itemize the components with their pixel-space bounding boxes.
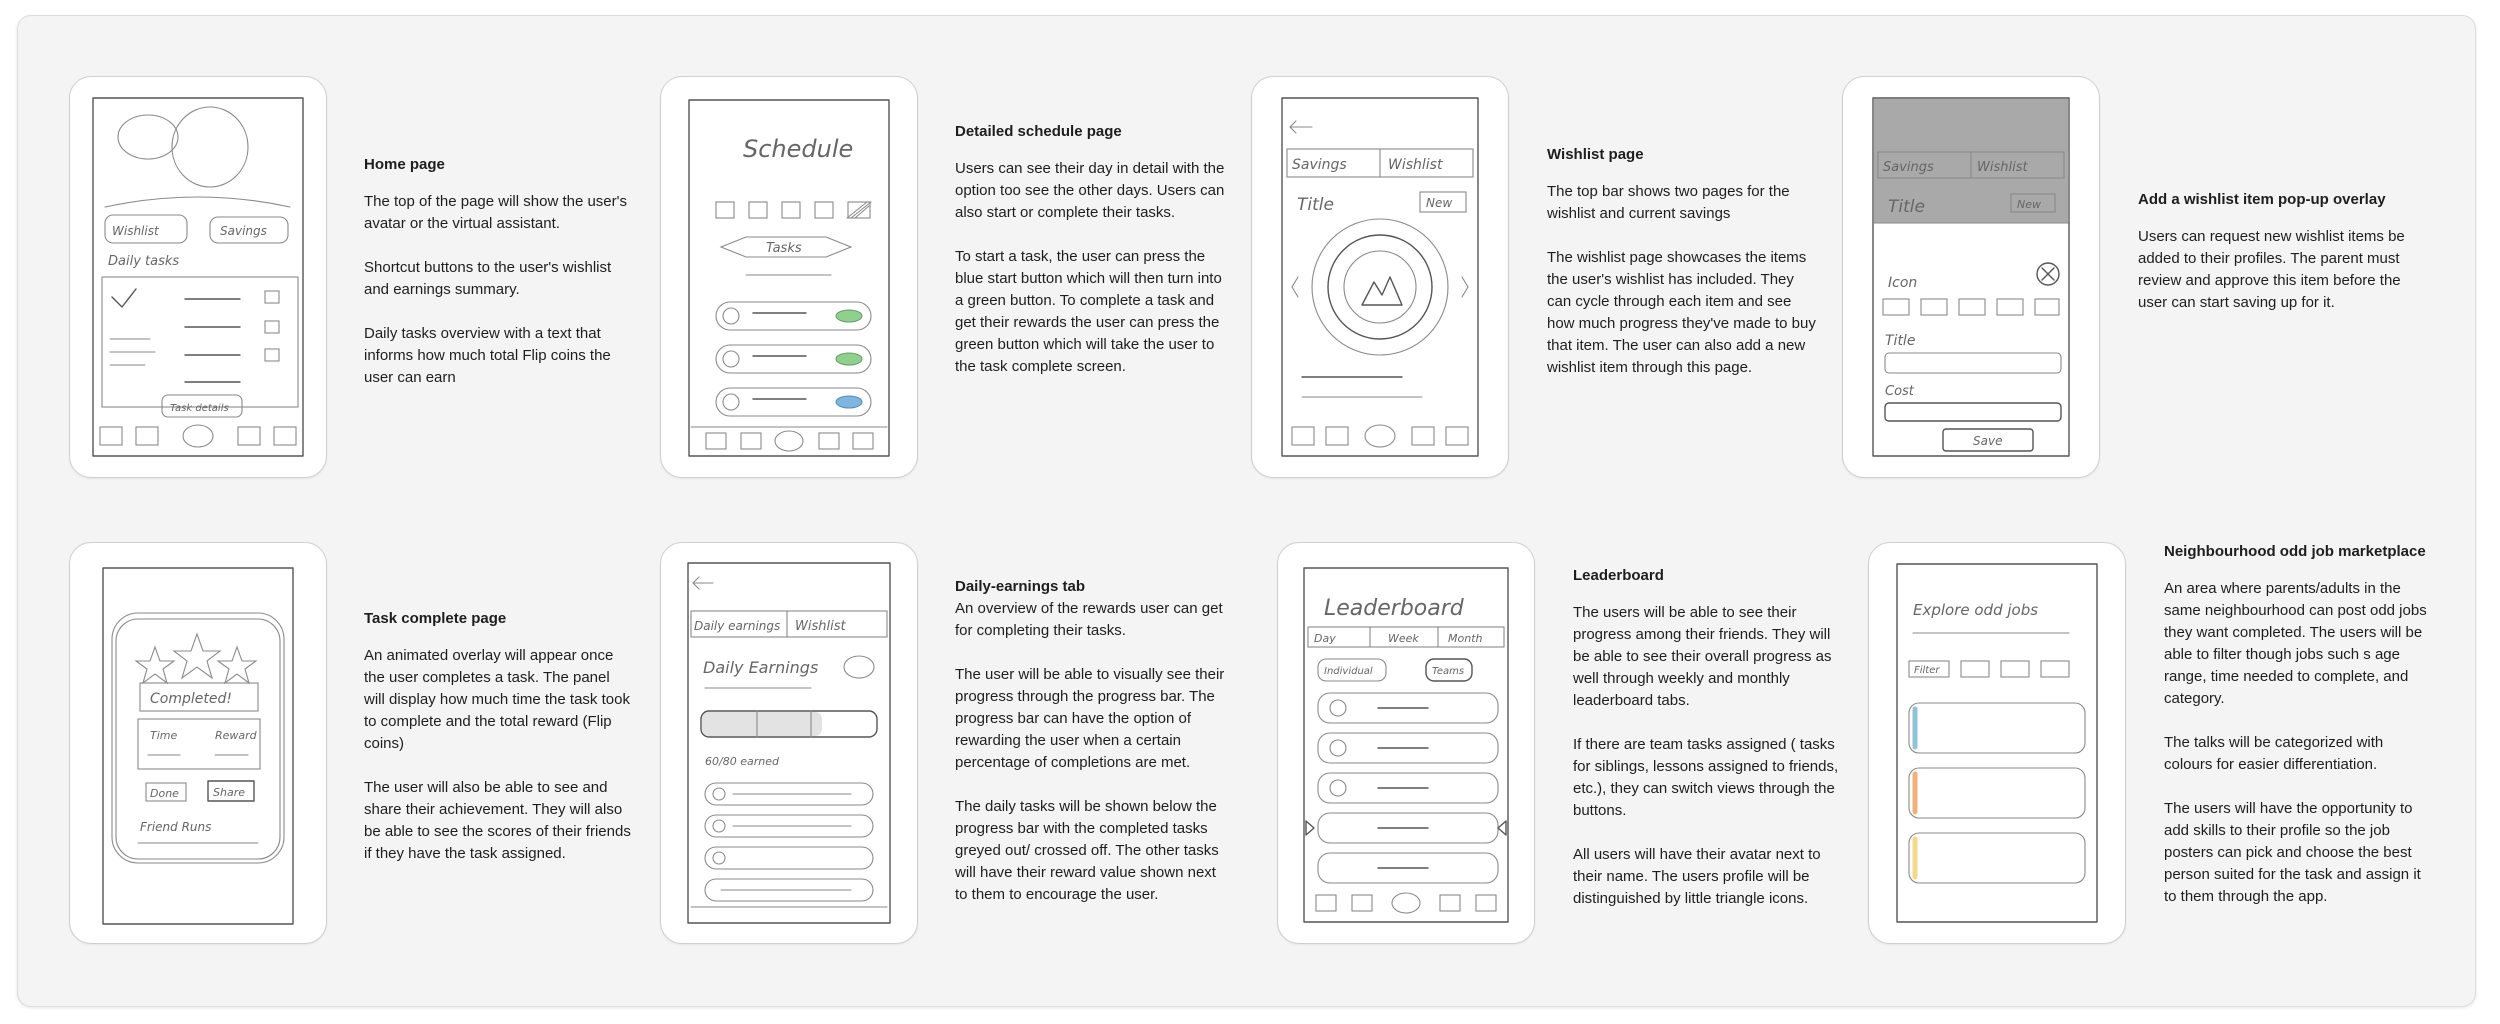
leaderboard-sketch-drawing xyxy=(1278,543,1534,943)
sketch-label-teams: Teams xyxy=(1432,666,1465,677)
daily-earnings-sketch-drawing xyxy=(661,543,917,943)
sketch-label-savings: Savings xyxy=(220,224,267,238)
sketch-label-friend-runs: Friend Runs xyxy=(140,820,212,834)
note-paragraph: The user will be able to visually see their progress through the progress bar. The progress bar can have the option of rewarding the user when a certain percentage of completions are met. xyxy=(955,666,1225,771)
note-odd-job-marketplace xyxy=(2164,541,2434,908)
wishlist-sketch-drawing xyxy=(1252,77,1508,477)
sketch-add-wishlist-overlay xyxy=(1842,76,2100,478)
sketch-label-wishlist: Wishlist xyxy=(1977,160,2028,175)
sketch-label-individual: Individual xyxy=(1324,666,1373,677)
sketch-label-week: Week xyxy=(1388,632,1419,645)
note-paragraph: To start a task, the user can press the blue start button which will then turn into a green button. To complete a task and get their rewards the user can press the green button which will take the user to the task complete screen. xyxy=(955,248,1222,375)
note-paragraph: The top of the page will show the user's avatar or the virtual assistant. xyxy=(364,193,628,232)
note-wishlist-page xyxy=(1547,144,1817,379)
note-schedule-page xyxy=(955,121,1225,378)
note-paragraph: Daily tasks overview with a text that informs how much total Flip coins the user can earn xyxy=(364,325,611,386)
sketch-label-task-details: Task details xyxy=(170,403,229,414)
note-paragraph: The daily tasks will be shown below the progress bar with the completed tasks greyed out/ crossed off. The other tasks will have their reward value shown next to them to encourage the user. xyxy=(955,798,1219,903)
sketch-label-title: Title xyxy=(1888,197,1925,217)
note-paragraph: The user will also be able to see and share their achievement. They will also be able to see the scores of their friends if they have the task assigned. xyxy=(364,779,631,862)
sketch-odd-job-marketplace xyxy=(1868,542,2126,944)
sketch-label-wishlist: Wishlist xyxy=(1388,157,1443,173)
note-add-wishlist-overlay xyxy=(2138,189,2408,314)
sketch-label-daily-earnings: Daily Earnings xyxy=(703,658,819,677)
note-title: Daily-earnings tab xyxy=(955,578,1086,595)
sketch-label-reward: Reward xyxy=(215,729,257,742)
sketch-label-wishlist: Wishlist xyxy=(795,619,846,634)
note-paragraph: The wishlist page showcases the items the user's wishlist has included. They can cycle through each item and see how much progress they've made to buy that item. The user can also add a new wishlist item through this page. xyxy=(1547,249,1816,376)
sketch-label-explore: Explore odd jobs xyxy=(1913,601,2039,619)
note-title: Add a wishlist item pop-up overlay xyxy=(2138,191,2386,208)
sketch-label-icon: Icon xyxy=(1888,275,1918,291)
note-paragraph: An overview of the rewards user can get for completing their tasks. xyxy=(955,600,1223,639)
note-paragraph: An animated overlay will appear once the user completes a task. The panel will display how much time the task took to complete and the total reward (Flip coins) xyxy=(364,647,630,752)
note-paragraph: Users can see their day in detail with the option too see the other days. Users can also start or complete their tasks. xyxy=(955,160,1225,221)
note-title: Home page xyxy=(364,156,445,173)
sketch-label-schedule: Schedule xyxy=(743,135,854,163)
sketch-label-savings: Savings xyxy=(1883,160,1934,175)
sketch-label-title-field: Title xyxy=(1885,333,1916,349)
sketch-label-savings: Savings xyxy=(1292,157,1347,173)
note-title: Task complete page xyxy=(364,610,507,627)
note-paragraph: The users will have the opportunity to add skills to their profile so the job posters can pick and choose the best person suited for the task and assign it to them through the app. xyxy=(2164,800,2421,905)
sketch-label-filter: Filter xyxy=(1914,665,1940,676)
add-item-sketch-drawing xyxy=(1843,77,2099,477)
note-paragraph: An area where parents/adults in the same neighbourhood can post odd jobs they want completed. The users will be able to filter though jobs such s age range, time needed to complete, and category. xyxy=(2164,580,2427,707)
note-leaderboard-page xyxy=(1573,565,1843,910)
note-paragraph: If there are team tasks assigned ( tasks for siblings, lessons assigned to friends, etc.), they can switch views through the buttons. xyxy=(1573,736,1839,819)
sketch-label-new: New xyxy=(2017,198,2041,211)
sketch-label-time: Time xyxy=(150,729,178,742)
sketch-task-complete-page xyxy=(69,542,327,944)
sketch-wishlist-page xyxy=(1251,76,1509,478)
note-title: Neighbourhood odd job marketplace xyxy=(2164,543,2426,560)
note-title: Detailed schedule page xyxy=(955,123,1122,140)
sketch-schedule-page xyxy=(660,76,918,478)
sketch-label-tasks: Tasks xyxy=(766,241,802,256)
note-home-page xyxy=(364,154,634,389)
sketch-leaderboard-page xyxy=(1277,542,1535,944)
sketch-label-save: Save xyxy=(1973,434,2003,448)
task-complete-sketch-drawing xyxy=(70,543,326,943)
sketch-label-earned: 60/80 earned xyxy=(705,755,779,768)
schedule-sketch-drawing xyxy=(661,77,917,477)
sketch-daily-earnings-tab xyxy=(660,542,918,944)
sketch-label-completed: Completed! xyxy=(150,691,232,707)
note-paragraph: The users will be able to see their progress among their friends. They will be able to see their overall progress as well through weekly and monthly leaderboard tabs. xyxy=(1573,604,1832,709)
note-title: Leaderboard xyxy=(1573,567,1664,584)
sketch-label-leaderboard: Leaderboard xyxy=(1324,596,1464,621)
home-sketch-drawing xyxy=(70,77,326,477)
sketch-home-page xyxy=(69,76,327,478)
sketch-label-done: Done xyxy=(150,787,179,800)
sketch-label-daily-tasks: Daily tasks xyxy=(108,254,180,269)
sketch-label-month: Month xyxy=(1448,632,1483,645)
note-task-complete-page xyxy=(364,608,634,865)
sketch-label-share: Share xyxy=(213,786,245,799)
note-paragraph: The top bar shows two pages for the wishlist and current savings xyxy=(1547,183,1790,222)
note-title: Wishlist page xyxy=(1547,146,1644,163)
sketch-label-wishlist: Wishlist xyxy=(112,224,159,238)
note-paragraph: The talks will be categorized with colours for easier differentiation. xyxy=(2164,734,2384,773)
note-paragraph: Users can request new wishlist items be added to their profiles. The parent must review and approve this item before the user can start saving up for it. xyxy=(2138,228,2405,311)
note-daily-earnings-tab xyxy=(955,576,1225,906)
note-paragraph: All users will have their avatar next to their name. The users profile will be distinguished by little triangle icons. xyxy=(1573,846,1821,907)
sketch-label-title: Title xyxy=(1297,195,1334,215)
sketch-label-new: New xyxy=(1426,196,1453,210)
odd-jobs-sketch-drawing xyxy=(1869,543,2125,943)
sketch-label-cost: Cost xyxy=(1885,384,1914,399)
sketch-label-day: Day xyxy=(1314,632,1336,645)
sketch-label-daily-earnings-tab: Daily earnings xyxy=(694,619,781,633)
note-paragraph: Shortcut buttons to the user's wishlist and earnings summary. xyxy=(364,259,612,298)
